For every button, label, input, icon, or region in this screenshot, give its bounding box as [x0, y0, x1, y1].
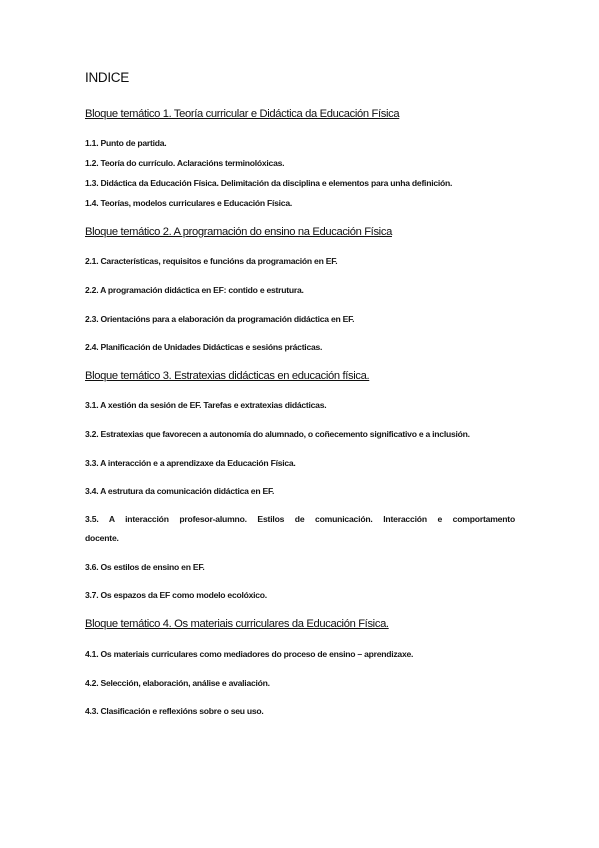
section-heading-bloque-2: Bloque temático 2. A programación do ensino na Educación Física [85, 226, 392, 238]
section-heading-bloque-4: Bloque temático 4. Os materiais curriculares da Educación Física. [85, 618, 389, 630]
toc-item-3-2: 3.2. Estratexias que favorecen a autonomía do alumnado, o coñecemento significativo e a inclusión. [85, 429, 470, 439]
toc-item-1-2: 1.2. Teoría do currículo. Aclaracións terminolóxicas. [85, 158, 285, 168]
toc-item-3-4: 3.4. A estrutura da comunicación didáctica en EF. [85, 486, 275, 496]
toc-item-1-1: 1.1. Punto de partida. [85, 138, 167, 148]
toc-item-3-7: 3.7. Os espazos da EF como modelo ecolóxico. [85, 590, 267, 600]
toc-item-4-1: 4.1. Os materiais curriculares como mediadores do proceso de ensino – aprendizaxe. [85, 649, 414, 659]
page-title: INDICE [85, 70, 129, 85]
toc-item-1-4: 1.4. Teorías, modelos curriculares e Educación Física. [85, 198, 293, 208]
toc-item-4-3: 4.3. Clasificación e reflexións sobre o seu uso. [85, 706, 264, 716]
toc-item-3-5: 3.5. A interacción profesor-alumno. Estilos de comunicación. Interacción e comportamento docente. [85, 514, 515, 543]
toc-item-3-3: 3.3. A interacción e a aprendizaxe da Educación Física. [85, 458, 296, 468]
toc-item-4-2: 4.2. Selección, elaboración, análise e avaliación. [85, 678, 270, 688]
toc-item-2-1: 2.1. Características, requisitos e funcións da programación en EF. [85, 256, 338, 266]
section-heading-bloque-1: Bloque temático 1. Teoría curricular e Didáctica da Educación Física [85, 108, 400, 120]
section-heading-bloque-3: Bloque temático 3. Estratexias didácticas en educación física. [85, 370, 370, 382]
toc-item-2-2: 2.2. A programación didáctica en EF: contido e estrutura. [85, 285, 304, 295]
toc-item-2-3: 2.3. Orientacións para a elaboración da programación didáctica en EF. [85, 314, 355, 324]
toc-item-3-6: 3.6. Os estilos de ensino en EF. [85, 562, 205, 572]
toc-item-2-4: 2.4. Planificación de Unidades Didácticas e sesións prácticas. [85, 342, 323, 352]
toc-item-3-1: 3.1. A xestión da sesión de EF. Tarefas e extratexias didácticas. [85, 400, 327, 410]
toc-item-1-3: 1.3. Didáctica da Educación Física. Delimitación da disciplina e elementos para unha definición. [85, 178, 453, 188]
